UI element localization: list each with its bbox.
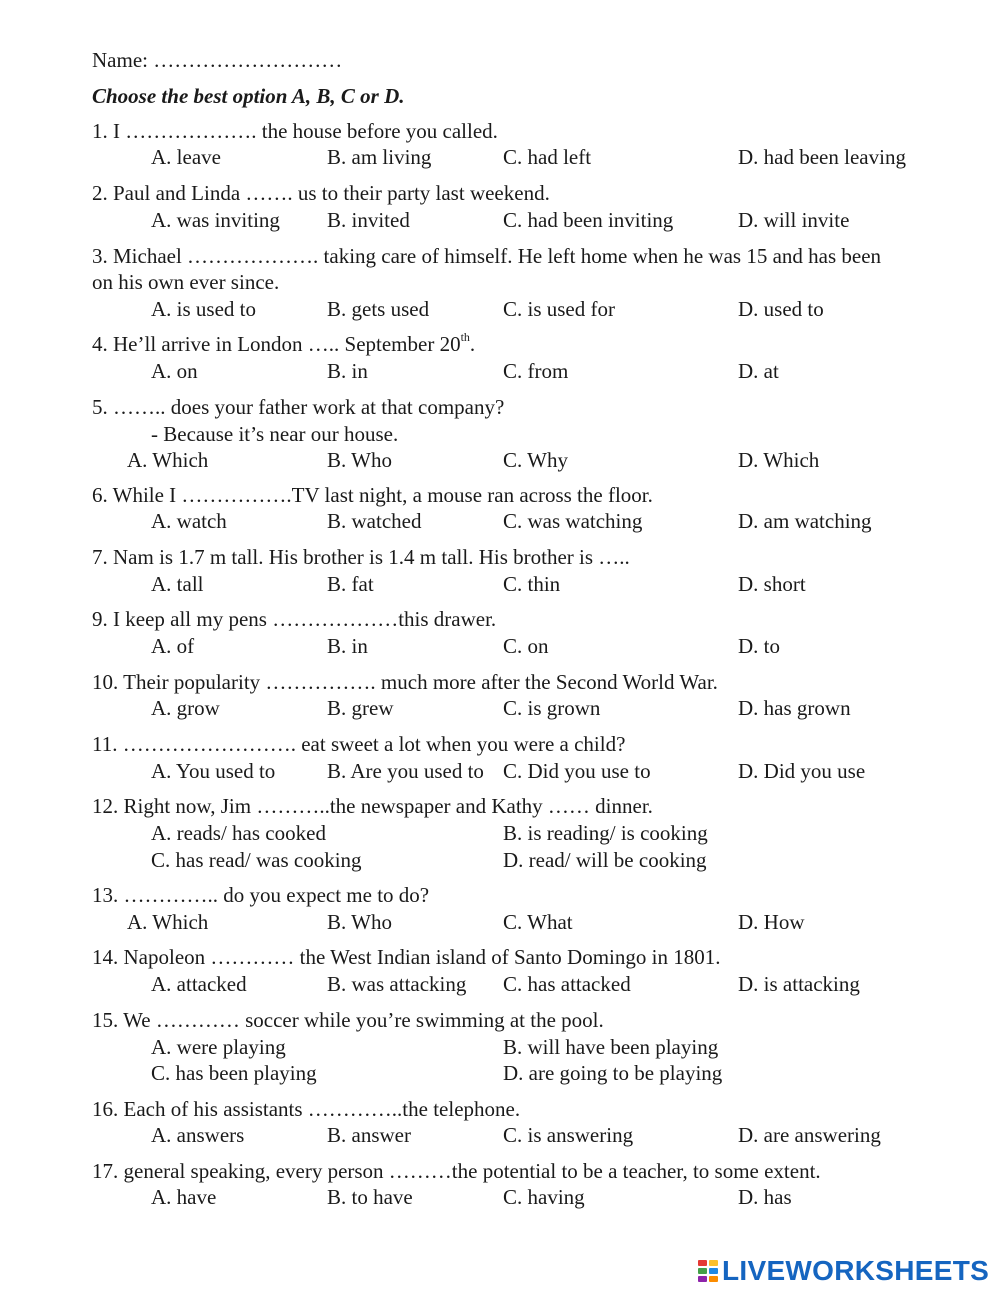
question-stem: 13. ………….. do you expect me to do? [92,883,430,907]
option-c[interactable]: C. has been playing [151,1061,317,1085]
question-stem: 7. Nam is 1.7 m tall. His brother is 1.4 m tall. His brother is ….. [92,545,630,569]
option-d[interactable]: D. used to [738,297,824,321]
question-stem-text: 4. He’ll arrive in London ….. September 20 [92,332,461,356]
option-c[interactable]: C. from [503,359,569,383]
question-stem: 2. Paul and Linda ……. us to their party last weekend. [92,181,550,205]
option-d[interactable]: D. Which [738,448,820,472]
option-c[interactable]: C. is grown [503,696,601,720]
question-stem: 12. Right now, Jim ………..the newspaper and Kathy …… dinner. [92,794,653,818]
option-d[interactable]: D. at [738,359,779,383]
option-d[interactable]: D. am watching [738,509,872,533]
question-stem: 9. I keep all my pens ………………this drawer. [92,607,497,631]
question-stem: 11. ……………………. eat sweet a lot when you were a child? [92,732,626,756]
option-b[interactable]: B. is reading/ is cooking [503,821,708,845]
option-c[interactable]: C. is answering [503,1123,634,1147]
option-b[interactable]: B. gets used [327,297,430,321]
option-b[interactable]: B. in [327,634,368,658]
option-b[interactable]: B. Who [327,910,392,934]
option-a[interactable]: A. reads/ has cooked [151,821,326,845]
option-a[interactable]: A. attacked [151,972,247,996]
option-a[interactable]: A. have [151,1185,217,1209]
option-b[interactable]: B. in [327,359,368,383]
ordinal-suffix: th [460,330,470,344]
option-c[interactable]: C. Did you use to [503,759,651,783]
option-b[interactable]: B. answer [327,1123,411,1147]
option-b[interactable]: B. will have been playing [503,1035,719,1059]
option-b[interactable]: B. invited [327,208,410,232]
option-a[interactable]: A. is used to [151,297,256,321]
option-b[interactable]: B. watched [327,509,422,533]
option-b[interactable]: B. Who [327,448,392,472]
question-stem: 16. Each of his assistants …………..the telephone. [92,1097,521,1121]
name-line: Name: ……………………… [92,48,343,72]
option-a[interactable]: A. watch [151,509,227,533]
option-c[interactable]: C. has read/ was cooking [151,848,362,872]
option-a[interactable]: A. on [151,359,198,383]
option-a[interactable]: A. tall [151,572,204,596]
option-a[interactable]: A. You used to [151,759,276,783]
option-b[interactable]: B. was attacking [327,972,467,996]
option-a[interactable]: A. Which [127,448,209,472]
instruction-heading: Choose the best option A, B, C or D. [92,84,405,108]
option-d[interactable]: D. will invite [738,208,850,232]
option-d[interactable]: D. read/ will be cooking [503,848,707,872]
option-b[interactable]: B. Are you used to [327,759,484,783]
liveworksheets-logo-icon [697,1259,719,1283]
option-a[interactable]: A. answers [151,1123,245,1147]
option-a[interactable]: A. Which [127,910,209,934]
option-d[interactable]: D. Did you use [738,759,866,783]
option-a[interactable]: A. was inviting [151,208,280,232]
question-stem: 6. While I …………….TV last night, a mouse ran across the floor. [92,483,653,507]
option-a[interactable]: A. grow [151,696,220,720]
option-c[interactable]: C. was watching [503,509,643,533]
option-d[interactable]: D. short [738,572,806,596]
option-c[interactable]: C. has attacked [503,972,631,996]
option-d[interactable]: D. are answering [738,1123,881,1147]
question-stem [92,332,475,356]
option-d[interactable]: D. is attacking [738,972,860,996]
option-c[interactable]: C. on [503,634,549,658]
question-stem: 17. general speaking, every person ………the potential to be a teacher, to some extent. [92,1159,821,1183]
question-stem: 15. We ………… soccer while you’re swimming at the pool. [92,1008,604,1032]
option-b[interactable]: B. to have [327,1185,413,1209]
option-c[interactable]: C. is used for [503,297,615,321]
option-d[interactable]: D. has [738,1185,792,1209]
liveworksheets-logo [697,1256,989,1286]
option-b[interactable]: B. fat [327,572,374,596]
option-c[interactable]: C. Why [503,448,568,472]
option-b[interactable]: B. am living [327,145,432,169]
question-stem-end: . [469,332,476,356]
option-c[interactable]: C. had been inviting [503,208,674,232]
question-stem-continued: on his own ever since. [92,270,280,294]
question-stem: 10. Their popularity ……………. much more after the Second World War. [92,670,718,694]
question-stem: 14. Napoleon ………… the West Indian island of Santo Domingo in 1801. [92,945,721,969]
option-c[interactable]: C. What [503,910,573,934]
option-d[interactable]: D. had been leaving [738,145,906,169]
question-stem: 3. Michael ………………. taking care of himself. He left home when he was 15 and has been [92,244,882,268]
question-stem: 1. I ………………. the house before you called. [92,119,498,143]
option-d[interactable]: D. to [738,634,780,658]
logo-text: LIVEWORKSHEETS [722,1255,990,1286]
option-d[interactable]: D. are going to be playing [503,1061,723,1085]
option-d[interactable]: D. has grown [738,696,851,720]
question-stem-continued: - Because it’s near our house. [151,422,399,446]
option-d[interactable]: D. How [738,910,805,934]
option-a[interactable]: A. leave [151,145,221,169]
option-a[interactable]: A. of [151,634,195,658]
option-b[interactable]: B. grew [327,696,394,720]
option-c[interactable]: C. had left [503,145,592,169]
option-a[interactable]: A. were playing [151,1035,286,1059]
option-c[interactable]: C. thin [503,572,561,596]
question-stem: 5. …….. does your father work at that company? [92,395,505,419]
option-c[interactable]: C. having [503,1185,585,1209]
